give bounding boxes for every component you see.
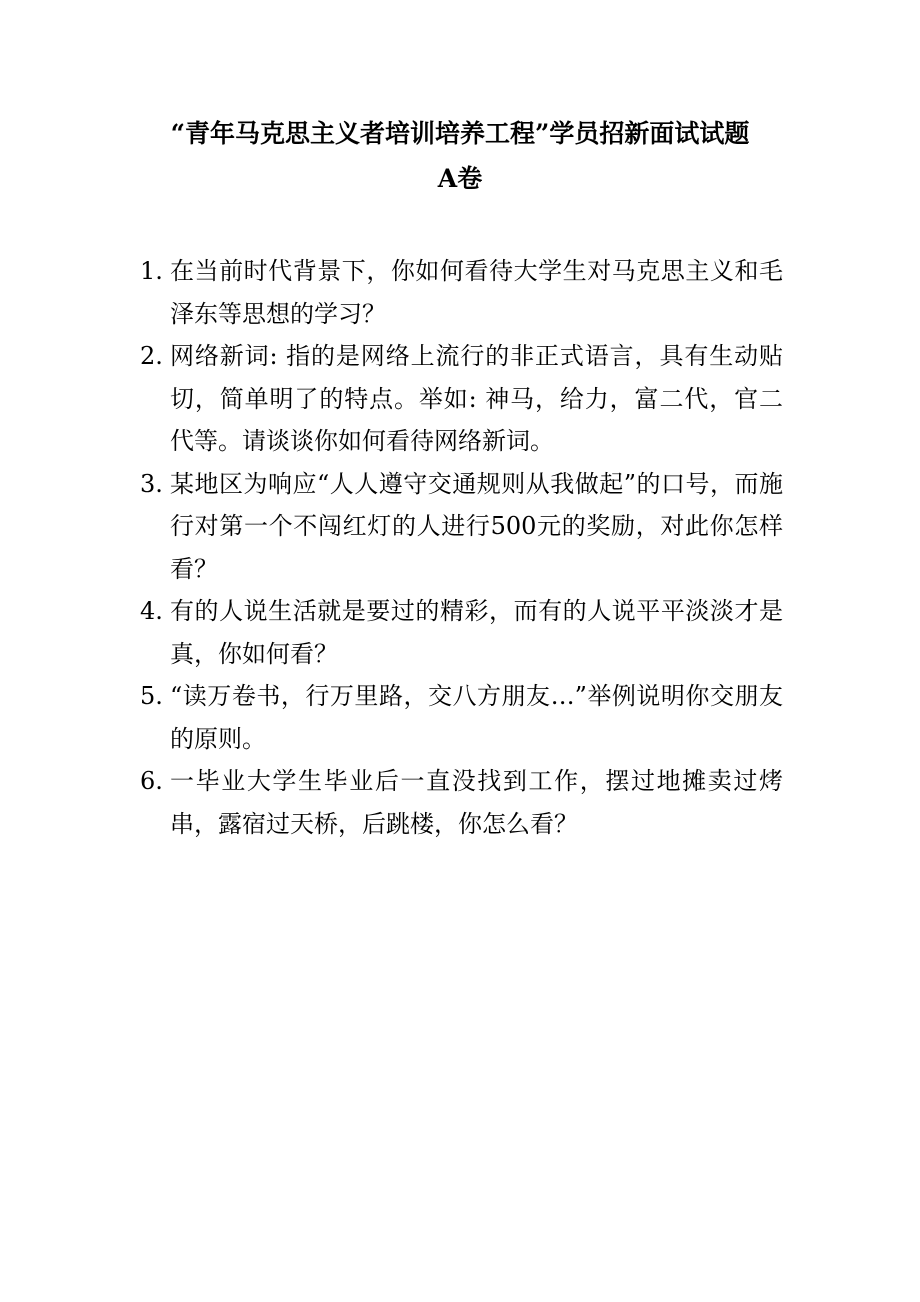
question-item bbox=[138, 463, 783, 591]
question-number: 4. bbox=[140, 597, 163, 625]
question-text: 某地区为响应“人人遵守交通规则从我做起”的口号，而施行对第一个不闯红灯的人进行500元的奖励，对此你怎样看？ bbox=[170, 469, 783, 583]
question-item bbox=[138, 590, 783, 675]
question-number: 1. bbox=[140, 257, 163, 285]
question-text: 一毕业大学生毕业后一直没找到工作，摆过地摊卖过烤串，露宿过天桥，后跳楼，你怎么看？ bbox=[170, 767, 783, 838]
question-text: “读万卷书，行万里路，交八方朋友…”举例说明你交朋友的原则。 bbox=[170, 682, 783, 753]
document-subtitle: A卷 bbox=[437, 164, 483, 193]
question-number: 2. bbox=[140, 342, 163, 370]
question-item bbox=[138, 675, 783, 760]
document-title: “青年马克思主义者培训培养工程”学员招新面试试题 bbox=[170, 119, 750, 148]
question-number: 6. bbox=[140, 767, 163, 795]
question-item bbox=[138, 250, 783, 335]
question-item bbox=[138, 760, 783, 845]
question-number: 3. bbox=[140, 469, 163, 498]
question-text: 网络新词: 指的是网络上流行的非正式语言，具有生动贴切，简单明了的特点。举如: 神马，给力，富二代，官二代等。请谈谈你如何看待网络新词。 bbox=[170, 342, 783, 455]
question-item bbox=[138, 335, 783, 463]
question-text: 在当前时代背景下，你如何看待大学生对马克思主义和毛泽东等思想的学习？ bbox=[170, 257, 783, 328]
question-number: 5. bbox=[140, 682, 163, 710]
question-list bbox=[138, 250, 783, 845]
question-text: 有的人说生活就是要过的精彩，而有的人说平平淡淡才是真，你如何看？ bbox=[170, 597, 783, 668]
